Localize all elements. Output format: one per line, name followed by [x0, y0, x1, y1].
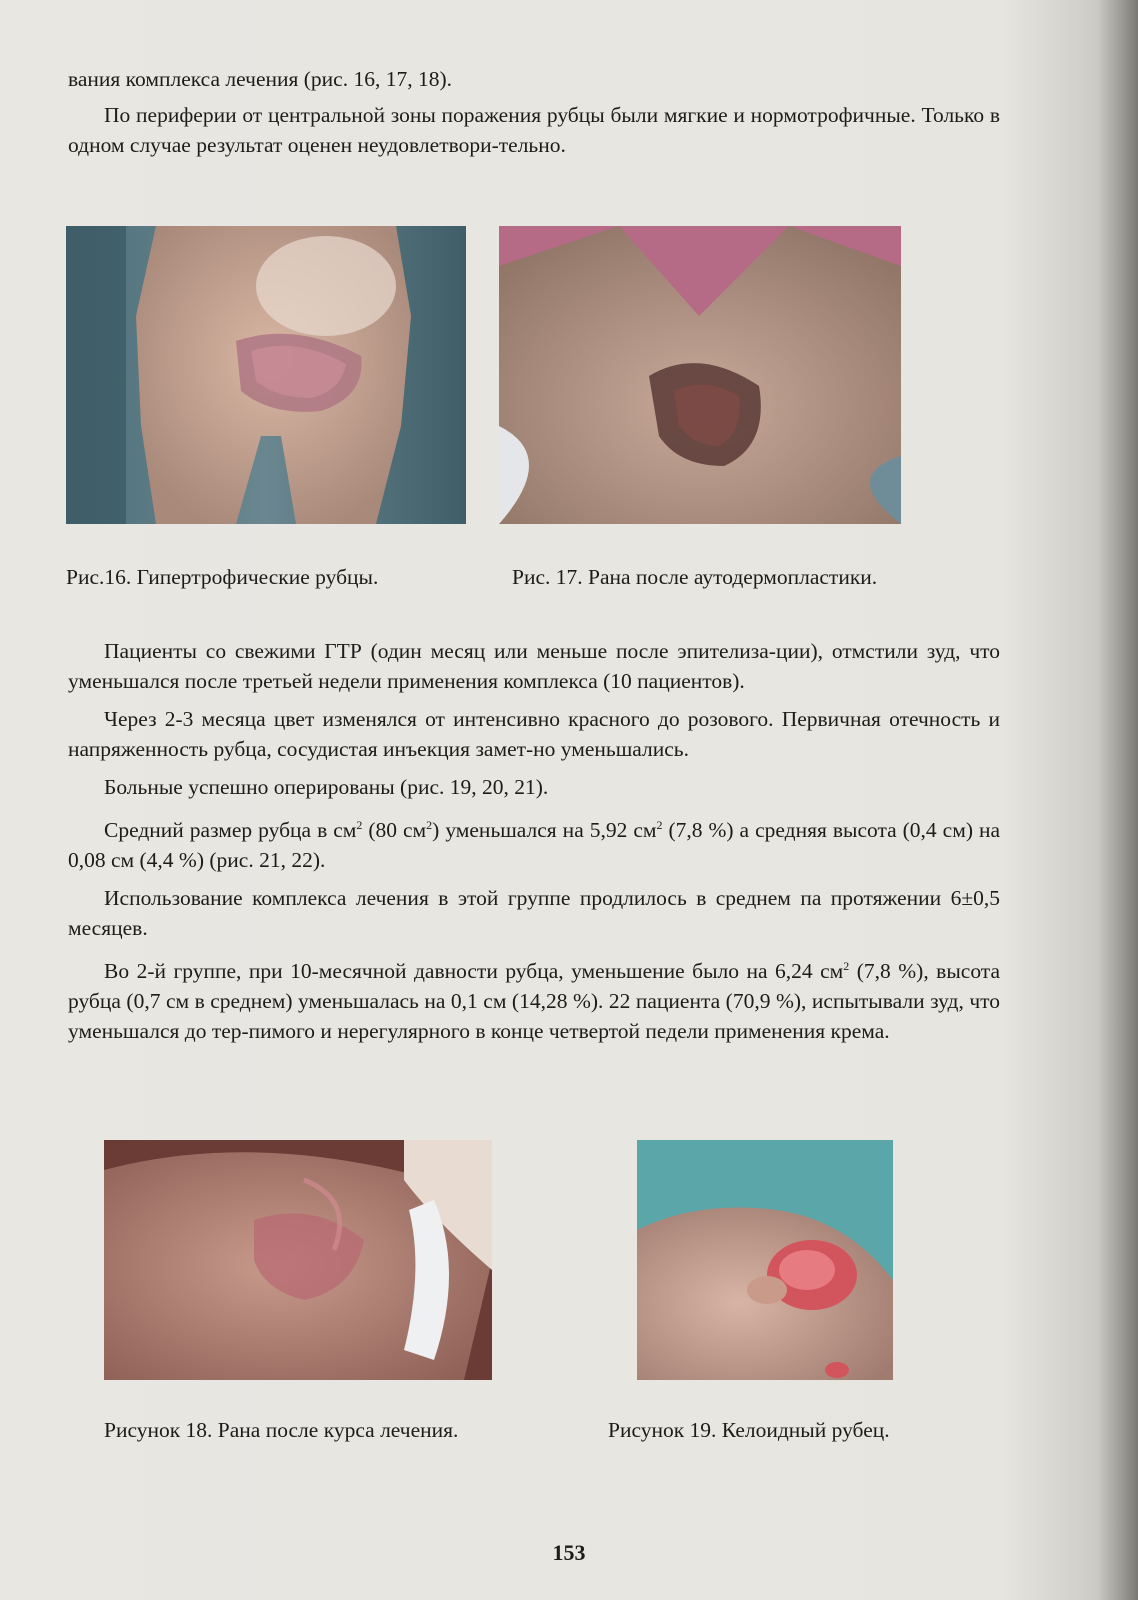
figure-17-photo	[499, 226, 901, 524]
paragraph-fresh-scars: Пациенты со свежими ГТР (один месяц или меньше после эпителиза-ции), отмстили зуд, что уменьшался после третьей недели применения комплекса (10 пациентов).	[68, 639, 1000, 693]
paragraph-scar-size: Средний размер рубца в $см^2$ (80 $см^2$) уменьшался на 5,92 $см^2$ (7,8 %) а средняя высота (0,4 см) на 0,08 см (4,4 %) (рис. 21, 22).	[68, 818, 1001, 873]
wound-after-treatment-photo	[104, 1140, 492, 1380]
paragraph-group-2: Во 2-й группе, при 10-месячной давности рубца, уменьшение было на 6,24 $см^2$ (7,8 %), высота рубца (0,7 см в среднем) уменьшалась на 0,1 см (14,28 %). 22 пациента (70,9 %), испытывали зуд, что уменьшался до тер-пимого и нерегулярного в конце четвертой педели применения крема.	[68, 959, 1000, 1044]
paragraph-operated: Больные успешно оперированы (рис. 19, 20, 21).	[104, 775, 549, 799]
paragraph-continuation: вания комплекса лечения (рис. 16, 17, 18).	[68, 67, 453, 91]
hypertrophic-scars-photo	[66, 226, 466, 524]
page-gutter-shadow	[1098, 0, 1138, 1600]
figure-19-photo	[637, 1140, 893, 1380]
figure-19-caption: Рисунок 19. Келоидный рубец.	[608, 1418, 890, 1442]
figure-16-caption: Рис.16. Гипертрофические рубцы.	[66, 565, 379, 589]
paragraph-treatment-duration: Использование комплекса лечения в этой группе продлилось в среднем па протяжении 6±0,5 месяцев.	[68, 886, 1000, 941]
figure-18-photo	[104, 1140, 492, 1380]
keloid-scar-photo	[637, 1140, 893, 1380]
page-number: 153	[552, 1540, 586, 1565]
paragraph-color-change: Через 2-3 месяца цвет изменялся от интенсивно красного до розового. Первичная отечность и напряженность рубца, сосудистая инъекция замет-но уменьшались.	[68, 707, 1000, 761]
wound-after-autodermoplasty-photo	[499, 226, 901, 524]
paragraph-periphery: По периферии от центральной зоны поражения рубцы были мягкие и нормотрофичные. Только в одном случае результат оценен неудовлетвори-тельно.	[68, 103, 1000, 157]
figure-16-photo	[66, 226, 466, 524]
middle-text-block	[68, 636, 1000, 1046]
figure-17-caption: Рис. 17. Рана после аутодермопластики.	[512, 565, 878, 589]
figure-18-caption: Рисунок 18. Рана после курса лечения.	[104, 1418, 459, 1442]
top-text-block	[68, 64, 1000, 160]
